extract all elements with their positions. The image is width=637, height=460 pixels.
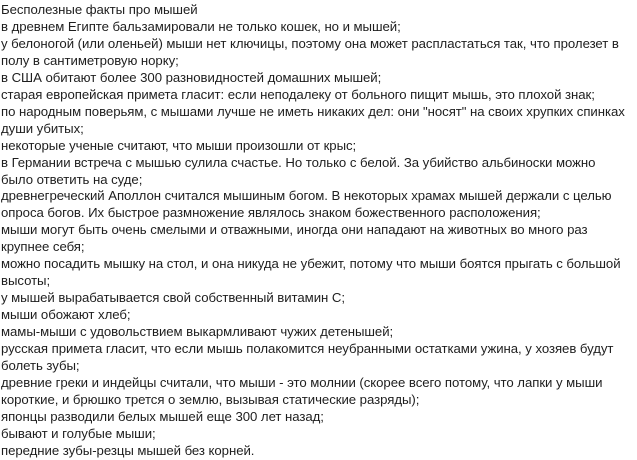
text-line: бывают и голубые мыши; bbox=[1, 425, 156, 441]
text-line: короткие, и брюшко трется о землю, вызывая статические разряды); bbox=[1, 391, 420, 407]
text-line: древнегреческий Аполлон считался мышиным богом. В некоторых храмах мышей держали с целью bbox=[1, 188, 612, 204]
facts-list bbox=[1, 19, 637, 460]
text-line: болеть зубы; bbox=[1, 358, 80, 374]
text-line: полу в сантиметровую норку; bbox=[1, 52, 179, 68]
text-line: передние зубы-резцы мышей без корней. bbox=[1, 442, 255, 458]
text-line: было ответить на суде; bbox=[1, 171, 143, 187]
text-line: можно посадить мышку на стол, и она никуда не убежит, потому что мыши боятся прыгать с большой bbox=[1, 256, 621, 272]
text-line: в Германии встреча с мышью сулила счастье. Но только с белой. За убийство альбиноски можно bbox=[1, 154, 596, 170]
text-line: японцы разводили белых мышей еще 300 лет назад; bbox=[1, 408, 324, 424]
text-line: у белоногой (или оленьей) мыши нет ключицы, поэтому она может распластаться так, что пролезет в bbox=[1, 35, 619, 51]
text-line: некоторые ученые считают, что мыши произошли от крыс; bbox=[1, 137, 357, 153]
text-line: старая европейская примета гласит: если неподалеку от больного пищит мышь, это плохой знак; bbox=[1, 86, 595, 102]
text-line: у мышей вырабатывается свой собственный витамин С; bbox=[1, 290, 345, 306]
text-line: души убитых; bbox=[1, 120, 84, 136]
text-line: в США обитают более 300 разновидностей домашних мышей; bbox=[1, 69, 382, 85]
text-line: опроса богов. Их быстрое размножение являлось знаком божественного расположения; bbox=[1, 205, 541, 221]
text-line: мамы-мыши с удовольствием выкармливают чужих детенышей; bbox=[1, 324, 394, 340]
text-line: русская примета гласит, что если мышь полакомится неубранными остатками ужина, у хозяев будут bbox=[1, 341, 614, 357]
text-line: крупнее себя; bbox=[1, 239, 85, 255]
text-line: мыши могут быть очень смелыми и отважными, иногда они нападают на животных во много раз bbox=[1, 222, 588, 238]
text-line: в древнем Египте бальзамировали не только кошек, но и мышей; bbox=[1, 18, 401, 34]
text-line: высоты; bbox=[1, 273, 51, 289]
text-line: древние греки и индейцы считали, что мыши - это молнии (скорее всего потому, что лапки у мыши bbox=[1, 374, 603, 390]
text-line: мыши обожают хлеб; bbox=[1, 307, 131, 323]
document-title: Бесполезные факты про мышей bbox=[1, 2, 198, 17]
text-line: по народным поверьям, с мышами лучше не иметь никаких дел: они "носят" на своих хрупких спинках bbox=[1, 103, 625, 119]
